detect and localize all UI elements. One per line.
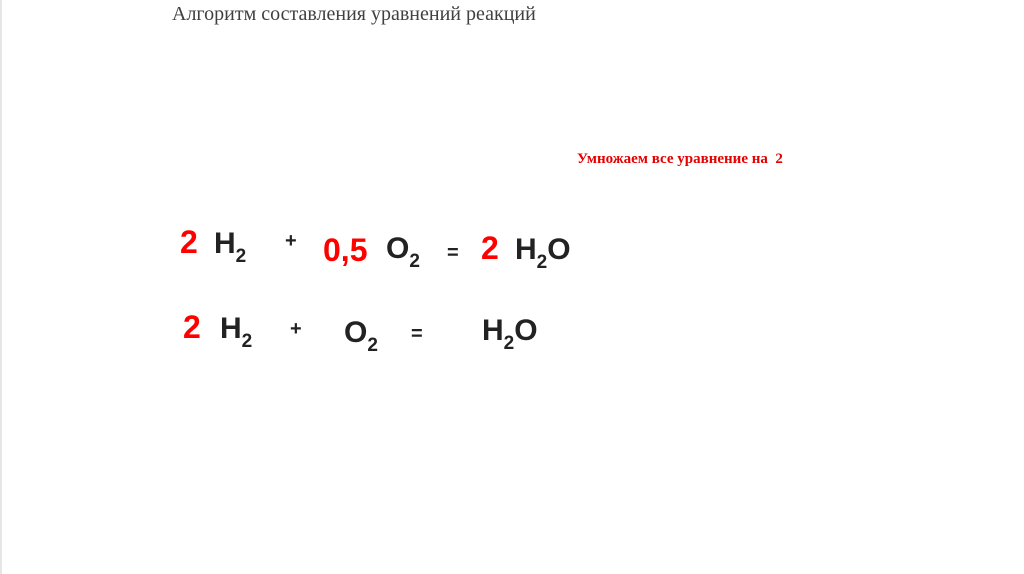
eq2-h2o-subscript: 2 xyxy=(503,333,515,354)
eq1-h2o-o: O xyxy=(547,233,571,266)
eq1-h2-symbol: H xyxy=(214,227,236,260)
eq2-coef-h2: 2 xyxy=(183,309,201,345)
eq1-o2-formula xyxy=(386,232,420,272)
slide-title: Алгоритм составления уравнений реакций xyxy=(172,3,536,25)
slide-left-border xyxy=(0,0,2,574)
eq1-h2-formula xyxy=(214,227,247,267)
eq1-coef-o2: 0,5 xyxy=(323,232,368,268)
eq1-h2-subscript: 2 xyxy=(235,246,247,267)
eq1-o2-subscript: 2 xyxy=(409,251,420,272)
eq2-h2-subscript: 2 xyxy=(241,331,253,352)
eq2-h2-symbol: H xyxy=(220,312,242,345)
eq1-o2-symbol: O xyxy=(386,232,410,265)
instruction-text: Умножаем все уравнение на 2 xyxy=(577,151,783,167)
eq1-plus-sign: + xyxy=(285,230,297,252)
eq1-coef-h2o: 2 xyxy=(481,230,499,266)
eq2-plus-sign: + xyxy=(290,318,302,340)
eq1-equals-sign: = xyxy=(447,242,459,264)
eq1-h2o-formula xyxy=(515,233,571,273)
eq2-o2-symbol: O xyxy=(344,316,368,349)
eq2-equals-sign: = xyxy=(411,323,423,345)
eq2-h2-formula xyxy=(220,312,253,352)
eq2-h2o-formula xyxy=(482,314,538,354)
eq2-o2-formula xyxy=(344,316,378,356)
eq1-h2o-subscript: 2 xyxy=(536,252,548,273)
eq1-h2o-h: H xyxy=(515,233,537,266)
eq2-h2o-o: O xyxy=(514,314,538,347)
eq2-h2o-h: H xyxy=(482,314,504,347)
eq1-coef-h2: 2 xyxy=(180,224,198,260)
eq2-o2-subscript: 2 xyxy=(367,335,378,356)
